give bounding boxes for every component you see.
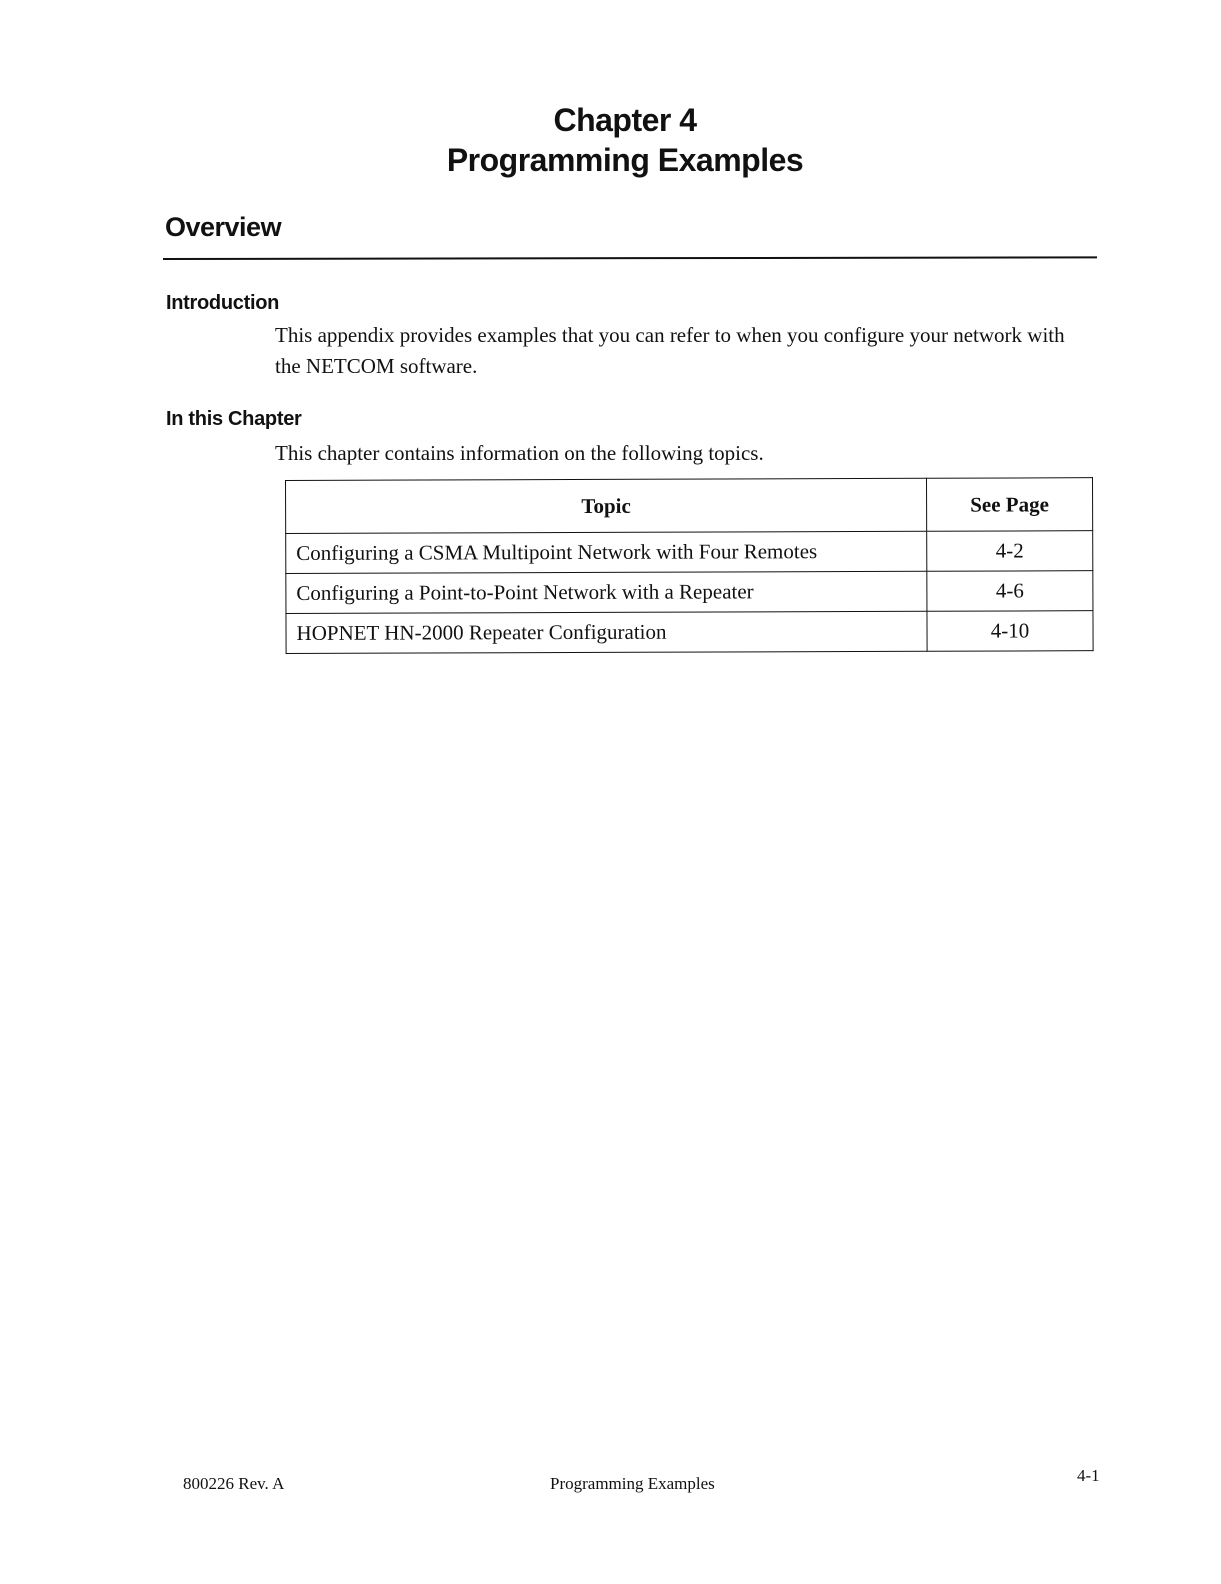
section-title: Overview [165, 212, 282, 242]
introduction-label: Introduction [166, 292, 280, 314]
table-row [286, 571, 1093, 614]
table-header-row [286, 478, 1093, 534]
chapter-heading [0, 100, 1221, 180]
footer-page-number: 4-1 [1077, 1466, 1100, 1485]
topic-cell: Configuring a Point-to-Point Network with a Repeater [286, 571, 927, 613]
topic-cell: Configuring a CSMA Multipoint Network with Four Remotes [286, 531, 927, 573]
page-column-header: See Page [926, 478, 1092, 532]
in-this-chapter-label: In this Chapter [166, 408, 302, 430]
in-this-chapter-text: This chapter contains information on the following topics. [275, 441, 764, 465]
section-divider [163, 256, 1097, 260]
table-row [286, 531, 1093, 574]
topic-cell: HOPNET HN-2000 Repeater Configuration [286, 611, 927, 653]
footer-doc-number: 800226 Rev. A [183, 1474, 285, 1493]
footer-title: Programming Examples [550, 1474, 715, 1493]
topics-table [285, 477, 1094, 654]
page-cell: 4-6 [927, 571, 1093, 612]
chapter-title: Programming Examples [446, 142, 804, 178]
chapter-number: Chapter 4 [553, 102, 697, 138]
page-cell: 4-10 [927, 611, 1093, 652]
table-row [286, 611, 1093, 654]
page-cell: 4-2 [927, 531, 1093, 572]
introduction-text: This appendix provides examples that you can refer to when you configure your network with the NETCOM software. [275, 323, 1065, 378]
topic-column-header: Topic [286, 478, 927, 533]
